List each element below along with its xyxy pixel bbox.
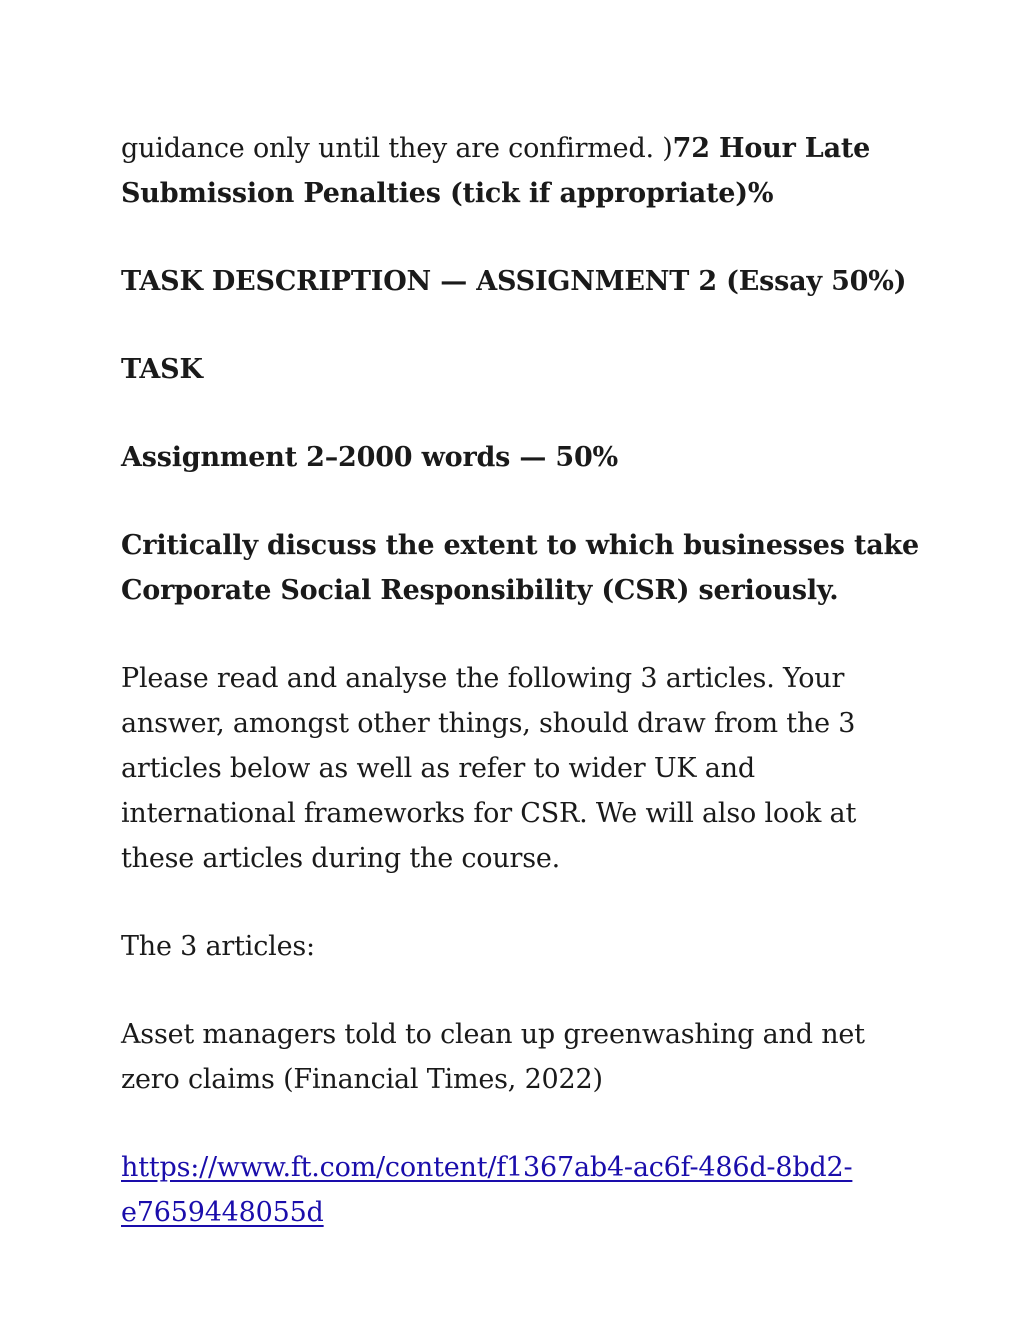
instructions-paragraph: Please read and analyse the following 3 articles. Your answer, amongst other things, should draw from the 3 articles below as well as refer to wider UK and international frameworks for CSR. We will also look at these articles during the course.	[121, 663, 857, 874]
article-1-link[interactable]: https://www.ft.com/content/f1367ab4-ac6f-486d-8bd2-e7659448055d	[121, 1152, 853, 1228]
article-1-link-paragraph	[121, 1145, 921, 1235]
articles-intro: The 3 articles:	[121, 931, 315, 962]
task-description-heading: TASK DESCRIPTION — ASSIGNMENT 2 (Essay 50%)	[121, 266, 907, 297]
late-submission-penalties-text: 72 Hour Late Submission Penalties (tick if appropriate)%	[121, 133, 871, 209]
document-page	[121, 126, 921, 1278]
intro-paragraph	[121, 126, 921, 216]
essay-question: Critically discuss the extent to which businesses take Corporate Social Responsibility (CSR) seriously.	[121, 530, 920, 606]
task-heading: TASK	[121, 354, 203, 385]
assignment-heading: Assignment 2–2000 words — 50%	[121, 442, 618, 473]
article-1-title: Asset managers told to clean up greenwashing and net zero claims (Financial Times, 2022)	[121, 1019, 865, 1095]
intro-plain-text: guidance only until they are confirmed. )	[121, 133, 673, 164]
